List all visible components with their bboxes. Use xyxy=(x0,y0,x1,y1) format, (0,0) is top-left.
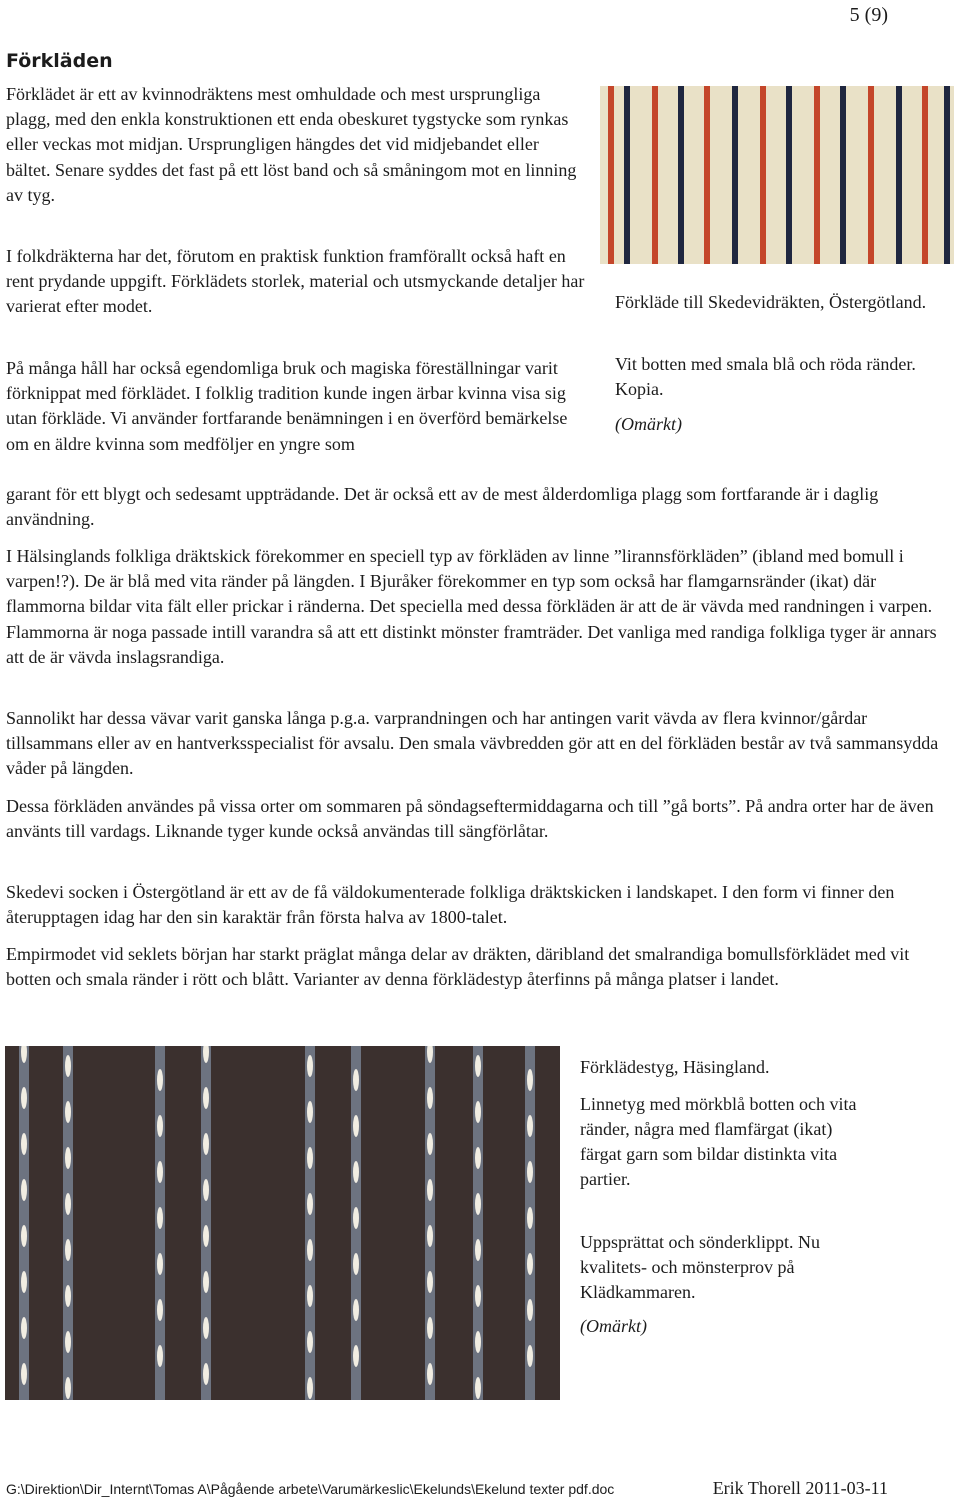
figure2-caption-desc: Linnetyg med mörkblå botten och vita ränder, några med flamfärgat (ikat) färgat garn som bildar distinkta vita partier. xyxy=(580,1094,857,1189)
footer-file-path: G:\Direktion\Dir_Internt\Tomas A\Pågående arbete\Varumärkeslic\Ekelunds\Ekelund texter pdf.doc xyxy=(6,1481,615,1497)
paragraph-function: I folkdräkterna har det, förutom en praktisk funktion framförallt också haft en rent prydande uppgift. Förklädets storlek, material och utsmyckande detaljer har varierat efter modet. xyxy=(6,246,585,317)
figure1-caption-desc: Vit botten med smala blå och röda ränder. Kopia. xyxy=(615,354,916,399)
figure1-caption-mark: (Omärkt) xyxy=(615,414,682,434)
paragraph-usage: Dessa förkläden användes på vissa orter om sommaren på söndagseftermiddagarna och till ”gå borts”. På andra orter har de även använts till vardags. Liknande tyger kunde också användas till sängförlåtar. xyxy=(6,796,934,842)
paragraph-tradition-continued: garant för ett blygt och sedesamt uppträdande. Det är också ett av de mest ålderdomliga plagg som fortfarande är i daglig användning. xyxy=(6,484,879,530)
figure2-caption-state: Uppsprättat och sönderklippt. Nu kvalitets- och mönsterprov på Klädkammaren. xyxy=(580,1232,820,1302)
paragraph-empire: Empirmodet vid seklets början har starkt präglat många delar av dräkten, däribland det smalrandiga bomullsförklädet med vit botten och smala ränder i rött och blått. Varianter av denna förklädestyp återfinns på många platser i landet. xyxy=(6,944,910,990)
paragraph-intro: Förklädet är ett av kvinnodräktens mest omhuldade och mest ursprungliga plagg, med den enkla konstruktionen ett enda obeskuret tygstycke som rynkas eller veckas mot midjan. Ursprungligen hängdes det vid midjebandet eller bältet. Senare syddes det fast på ett löst band och så småningom mot en linning av tyg. xyxy=(6,84,577,205)
page-title: Förkläden xyxy=(6,50,113,72)
paragraph-skedevi: Skedevi socken i Östergötland är ett av de få väldokumenterade folkliga dräktskicken i landskapet. I den form vi finner den återupptagen idag har den sin karaktär från första halva av 1800-talet. xyxy=(6,882,895,928)
paragraph-weaving: Sannolikt har dessa vävar varit ganska långa p.g.a. varprandningen och har antingen varit vävda av flera kvinnor/gårdar tillsammans eller av en hantverksspecialist för avsalu. Den smala vävbredden gör att en del förkläden består av två sammansydda våder på längden. xyxy=(6,708,939,779)
paragraph-tradition: På många håll har också egendomliga bruk och magiska föreställningar varit förknippat med förklädet. I folklig tradition kunde ingen ärbar kvinna visa sig utan förkläde. Vi använder fortfarande benämningen i en överförd bemärkelse om en äldre kvinna som medföljer en yngre som xyxy=(6,358,568,454)
striped-apron-photo xyxy=(600,86,954,264)
paragraph-halsingland: I Hälsinglands folkliga dräktskick förekommer en speciell typ av förkläden av linne ”lirannsförkläden” (ibland med bomull i varpen!?). De är blå med vita ränder på längden. I Bjuråker förekommer en typ som också har flamgarnsränder (ikat) där flammorna bildar vita fält eller prickar i ränderna. Det speciella med dessa förkläden är att de är vävda med randningen i varpen. Flammorna är noga passade intill varandra så att ett distinkt mönster framträder. Det vanliga med randiga folkliga tyger är annars att de är vävda inslagsrandiga. xyxy=(6,546,937,667)
figure2-caption-title: Förklädestyg, Häsingland. xyxy=(580,1057,770,1077)
figure2-caption-mark: (Omärkt) xyxy=(580,1316,647,1336)
footer-author-date: Erik Thorell 2011-03-11 xyxy=(712,1478,888,1498)
figure1-caption-title: Förkläde till Skedevidräkten, Östergötland. xyxy=(615,292,927,312)
linen-fabric-photo xyxy=(5,1046,560,1400)
page-number: 5 (9) xyxy=(849,4,888,26)
